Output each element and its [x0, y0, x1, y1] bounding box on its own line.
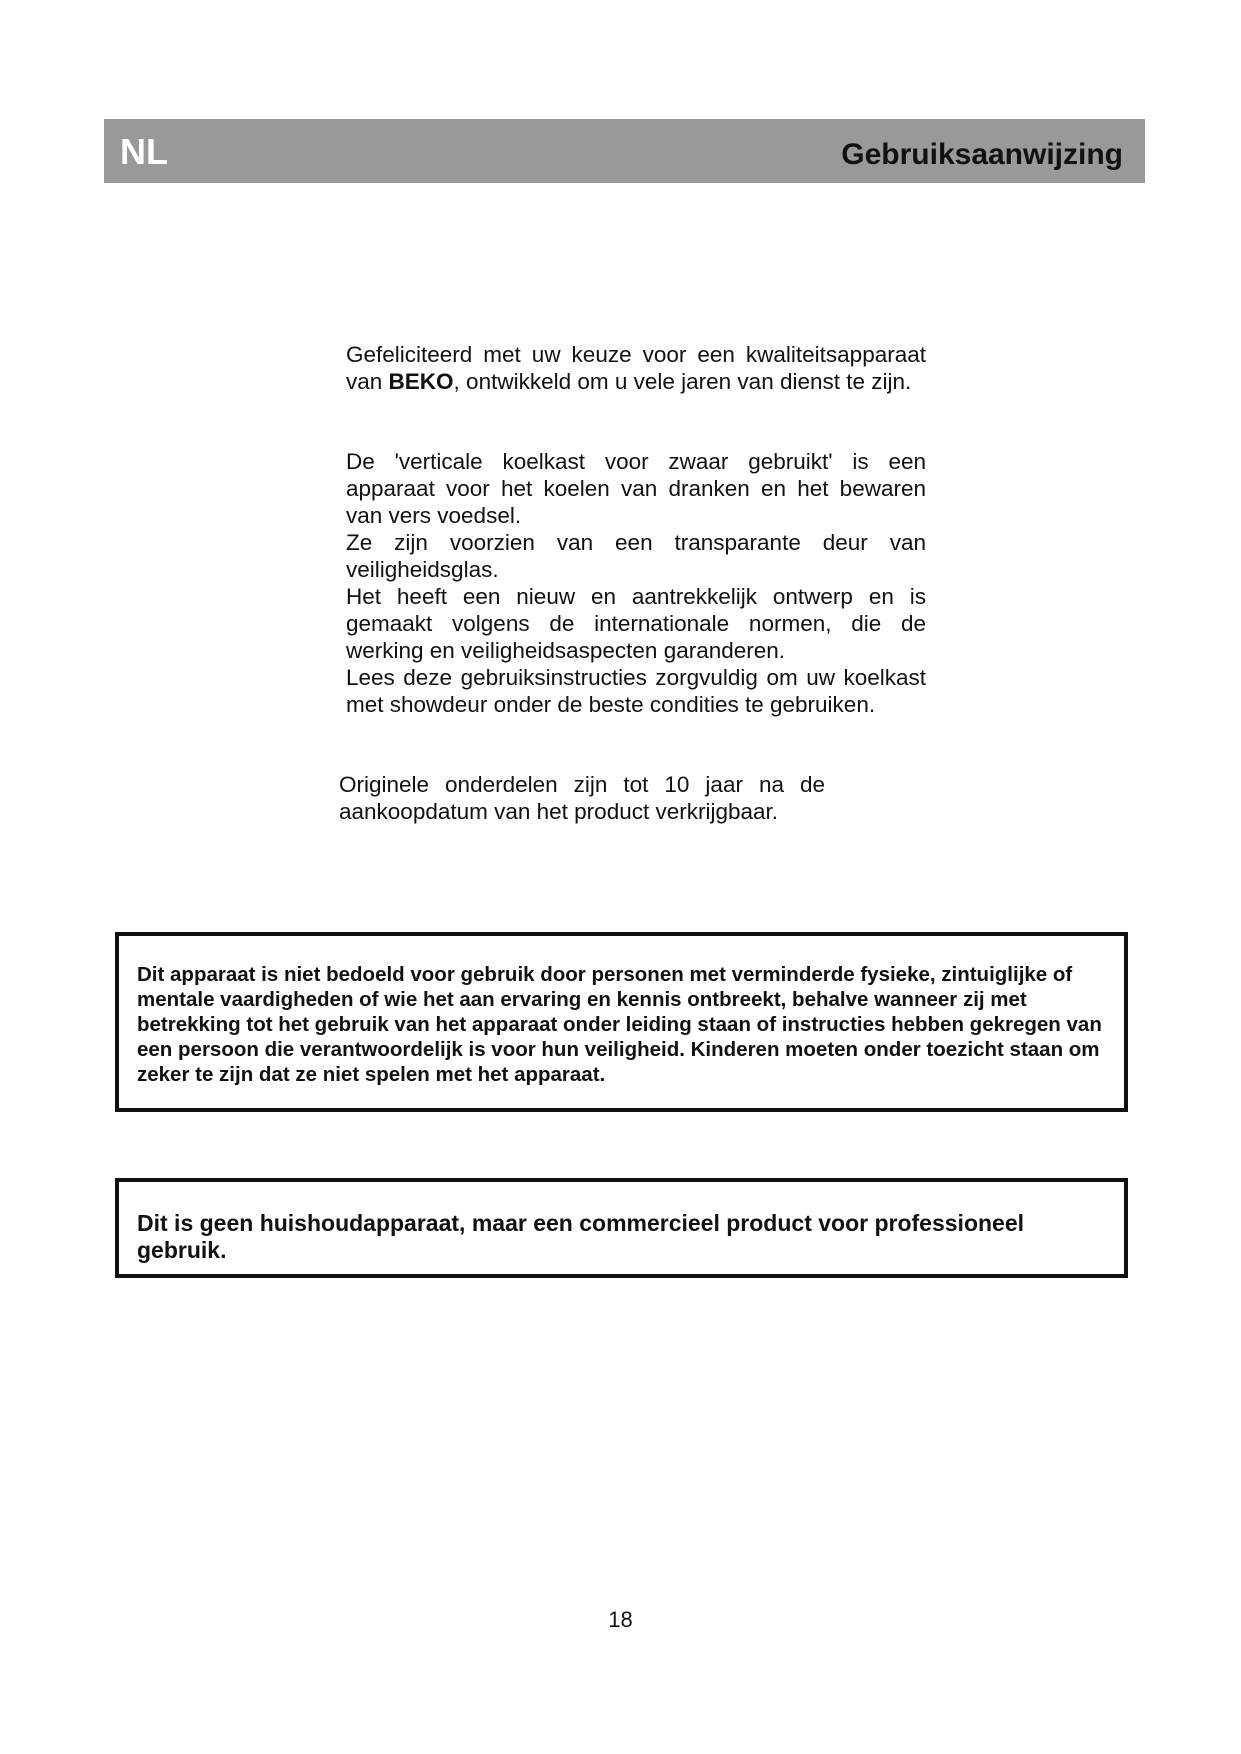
intro-paragraph-description: [346, 448, 926, 718]
intro-text: Gefeliciteerd met uw keuze voor een kwaliteitsapparaat van: [346, 342, 926, 394]
language-code: NL: [120, 131, 168, 172]
safety-notice-box: [115, 932, 1128, 1112]
safety-notice-text: Dit apparaat is niet bedoeld voor gebruik door personen met verminderde fysieke, zintuiglijke of mentale vaardigheden of wie het aan ervaring en kennis ontbreekt, behalve wanneer zij met betrekking tot het gebruik van het apparaat onder leiding staan of instructies hebben gekregen van een persoon die verantwoordelijk is voor hun veiligheid. Kinderen moeten onder toezicht staan om zeker te zijn dat ze niet spelen met het apparaat.: [137, 963, 1102, 1086]
page-number: 18: [608, 1607, 633, 1632]
brand-name: BEKO: [388, 369, 454, 394]
description-line: Lees deze gebruiksinstructies zorgvuldig om uw koelkast met showdeur onder de beste condities te gebruiken.: [346, 665, 926, 717]
intro-paragraph-spare-parts: Originele onderdelen zijn tot 10 jaar na de aankoopdatum van het product verkrijgbaar.: [339, 772, 825, 824]
intro-paragraph-congratulations: [346, 341, 926, 395]
description-line: De 'verticale koelkast voor zwaar gebruikt' is een apparaat voor het koelen van dranken en het bewaren van vers voedsel.: [346, 449, 926, 528]
commercial-notice-box: [115, 1178, 1128, 1278]
header-bar: [104, 119, 1145, 183]
commercial-notice-text: Dit is geen huishoudapparaat, maar een commercieel product voor professioneel gebruik.: [137, 1210, 1025, 1263]
intro-text: , ontwikkeld om u vele jaren van dienst te zijn.: [453, 369, 912, 394]
description-line: Ze zijn voorzien van een transparante deur van veiligheidsglas.: [346, 530, 926, 582]
description-line: Het heeft een nieuw en aantrekkelijk ontwerp en is gemaakt volgens de internationale normen, die de werking en veiligheidsaspecten garanderen.: [346, 584, 926, 663]
manual-title: Gebruiksaanwijzing: [841, 138, 1123, 171]
